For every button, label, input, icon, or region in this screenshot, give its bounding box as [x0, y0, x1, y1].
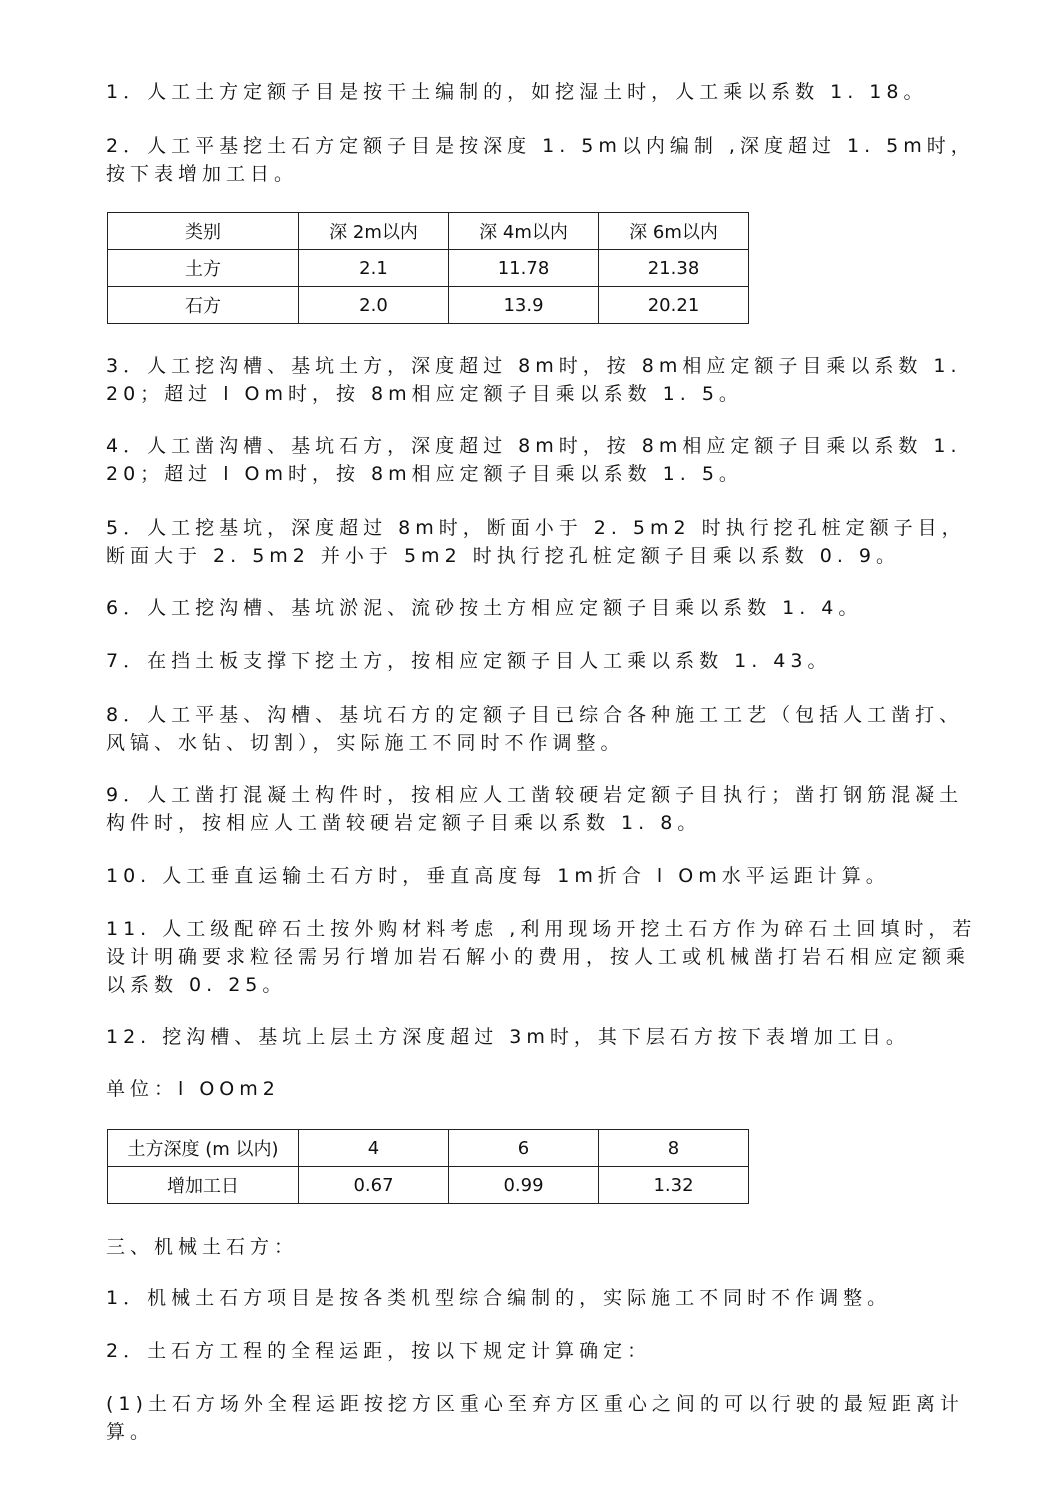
paragraph-8: 8．人工平基、沟槽、基坑石方的定额子目已综合各种施工工艺（包括人工凿打、风镐、水钻、切割），实际施工不同时不作调整。	[106, 704, 964, 754]
paragraph-4: 4．人工凿沟槽、基坑石方，深度超过 8m时，按 8m相应定额子目乘以系数 1. 20；超过 l Om时，按 8m相应定额子目乘以系数 1. 5。	[106, 435, 962, 485]
depth-labor-table	[107, 212, 749, 324]
paragraph-m2-1: (1)土石方场外全程运距按挖方区重心至弃方区重心之间的可以行驶的最短距离计算。	[106, 1393, 964, 1443]
table-row	[108, 287, 749, 324]
table-cell: 1.32	[599, 1167, 749, 1204]
table-cell: 2.0	[299, 287, 449, 324]
paragraph-6: 6．人工挖沟槽、基坑淤泥、流砂按土方相应定额子目乘以系数 1. 4。	[106, 597, 863, 619]
table-cell: 8	[599, 1130, 749, 1167]
table-header-cell: 深 6m以内	[599, 213, 749, 250]
table-cell: 13.9	[449, 287, 599, 324]
table-cell: 土方	[108, 250, 299, 287]
paragraph-7: 7．在挡土板支撑下挖土方，按相应定额子目人工乘以系数 1. 43。	[106, 650, 832, 672]
table-cell: 20.21	[599, 287, 749, 324]
table-header-cell: 深 4m以内	[449, 213, 599, 250]
paragraph-m2: 2．土石方工程的全程运距，按以下规定计算确定：	[106, 1340, 652, 1362]
paragraph-11: 11. 人工级配碎石土按外购材料考虑 ,利用现场开挖土石方作为碎石土回填时，若设计明确要求粒径需另行增加岩石解小的费用，按人工或机械凿打岩石相应定额乘以系数 0. 25。	[106, 918, 977, 996]
table-row	[108, 1167, 749, 1204]
table-cell: 4	[299, 1130, 449, 1167]
table-cell: 增加工日	[108, 1167, 299, 1204]
table-cell: 石方	[108, 287, 299, 324]
table-row	[108, 1130, 749, 1167]
section-heading: 三、机械土石方：	[106, 1236, 299, 1258]
paragraph-9: 9．人工凿打混凝土构件时，按相应人工凿较硬岩定额子目执行；凿打钢筋混凝土构件时，按相应人工凿较硬岩定额子目乘以系数 1. 8。	[106, 784, 964, 834]
table-cell: 土方深度 (m 以内)	[108, 1130, 299, 1167]
table-header-row	[108, 213, 749, 250]
paragraph-10: 10. 人工垂直运输土石方时，垂直高度每 1m折合 l Om水平运距计算。	[106, 865, 890, 887]
paragraph-5: 5．人工挖基坑，深度超过 8m时，断面小于 2. 5m2 时执行挖孔桩定额子目，断面大于 2. 5m2 并小于 5m2 时执行挖孔桩定额子目乘以系数 0. 9。	[106, 517, 966, 567]
unit-label: 单位：l OOm2	[106, 1078, 280, 1100]
table-cell: 0.99	[449, 1167, 599, 1204]
table-header-cell: 类别	[108, 213, 299, 250]
upper-soil-depth-table	[107, 1129, 749, 1204]
table-row	[108, 250, 749, 287]
table-cell: 6	[449, 1130, 599, 1167]
table-cell: 0.67	[299, 1167, 449, 1204]
table-header-cell: 深 2m以内	[299, 213, 449, 250]
paragraph-1: 1．人工土方定额子目是按干土编制的，如挖湿土时，人工乘以系数 1. 18。	[106, 81, 928, 103]
paragraph-2: 2．人工平基挖土石方定额子目是按深度 1. 5m以内编制 ,深度超过 1. 5m时，按下表增加工日。	[106, 135, 975, 185]
paragraph-m1: 1．机械土石方项目是按各类机型综合编制的，实际施工不同时不作调整。	[106, 1287, 892, 1309]
table-cell: 11.78	[449, 250, 599, 287]
paragraph-12: 12. 挖沟槽、基坑上层土方深度超过 3m时，其下层石方按下表增加工日。	[106, 1026, 910, 1048]
table-cell: 21.38	[599, 250, 749, 287]
table-cell: 2.1	[299, 250, 449, 287]
paragraph-3: 3．人工挖沟槽、基坑土方，深度超过 8m时，按 8m相应定额子目乘以系数 1. 20；超过 l Om时，按 8m相应定额子目乘以系数 1. 5。	[106, 355, 962, 405]
